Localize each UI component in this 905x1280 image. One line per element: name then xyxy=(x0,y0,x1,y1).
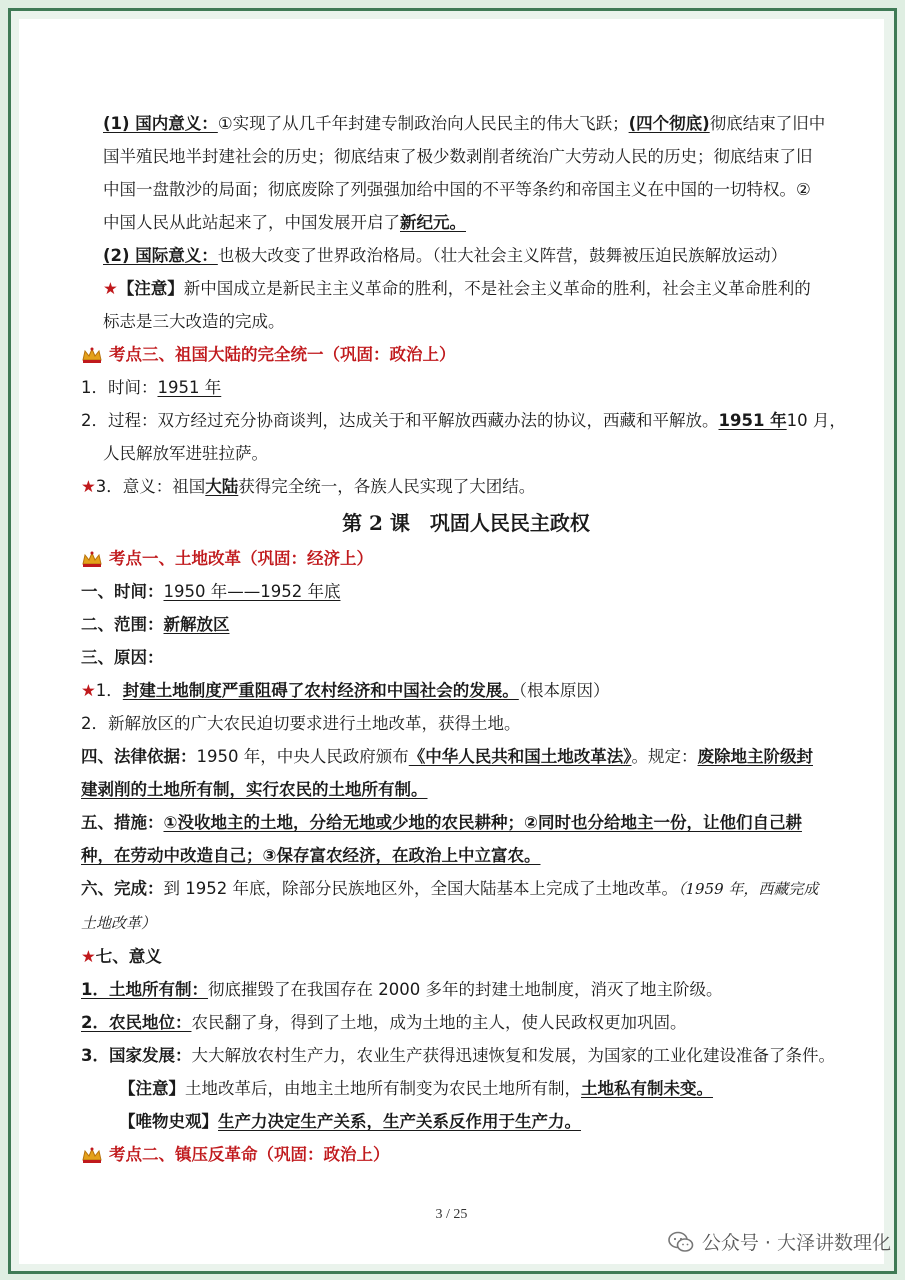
kp3-time: 1．时间：1951 年 xyxy=(81,378,222,397)
kp3-meaning: ★3．意义：祖国大陆获得完全统一，各族人民实现了大团结。 xyxy=(81,477,536,496)
international-meaning-label: (2) 国际意义： xyxy=(103,246,218,265)
kp1-meaning-2: 2．农民地位：农民翻了身，得到了土地，成为土地的主人，使人民政权更加巩固。 xyxy=(81,1013,687,1032)
note-line-1: ★【注意】新中国成立是新民主主义革命的胜利，不是社会主义革命的胜利，社会主义革命胜利的 xyxy=(103,279,811,298)
watermark xyxy=(668,1228,891,1255)
kp1-reason-2: 2．新解放区的广大农民迫切要求进行土地改革，获得土地。 xyxy=(81,714,521,733)
kp1-law-line-2: 建剥削的土地所有制，实行农民的土地所有制。 xyxy=(81,780,428,799)
exam-point-1-heading: 考点一、土地改革（巩固：经济上） xyxy=(81,542,851,575)
kp3-process-line-2: 人民解放军进驻拉萨。 xyxy=(103,444,268,463)
domestic-meaning-label: (1) 国内意义： xyxy=(103,114,218,133)
kp1-reason-label: 三、原因： xyxy=(81,648,164,667)
domestic-meaning-line-3: 中国一盘散沙的局面；彻底废除了列强强加给中国的不平等条约和帝国主义在中国的一切特权。② xyxy=(103,180,811,199)
kp1-complete-line-2: 土地改革） xyxy=(81,914,157,932)
kp1-meaning-label: ★七、意义 xyxy=(81,947,162,966)
exam-point-3-heading: 考点三、祖国大陆的完全统一（巩固：政治上） xyxy=(81,338,851,371)
crown-icon xyxy=(81,1146,103,1164)
kp1-scope: 二、范围：新解放区 xyxy=(81,615,230,634)
note-line-2: 标志是三大改造的完成。 xyxy=(103,312,285,331)
kp1-law-line-1: 四、法律依据：1950 年，中央人民政府颁布《中华人民共和国土地改革法》。规定：废除地主阶级封 xyxy=(81,747,813,766)
exam-point-2-heading: 考点二、镇压反革命（巩固：政治上） xyxy=(81,1138,851,1171)
star-icon: ★ xyxy=(81,947,96,966)
kp1-measure-line-2: 种，在劳动中改造自己；③保存富农经济，在政治上中立富农。 xyxy=(81,846,541,865)
document-page xyxy=(19,19,884,1264)
kp1-measure-line-1: 五、措施：①没收地主的土地，分给无地或少地的农民耕种；②同时也分给地主一份，让他们自己耕 xyxy=(81,813,802,832)
star-icon: ★ xyxy=(81,477,96,496)
star-icon: ★ xyxy=(81,681,96,700)
domestic-meaning-line-4: 中国人民从此站起来了，中国发展开启了新纪元。 xyxy=(103,213,466,232)
kp1-meaning-3: 3．国家发展：大大解放农村生产力，农业生产获得迅速恢复和发展，为国家的工业化建设准备了条件。 xyxy=(81,1046,835,1065)
kp1-note: 【注意】土地改革后，由地主土地所有制变为农民土地所有制，土地私有制未变。 xyxy=(119,1079,713,1098)
international-meaning: (2) 国际意义：也极大改变了世界政治格局。（壮大社会主义阵营，鼓舞被压迫民族解放运动） xyxy=(103,246,788,265)
kp1-complete-line-1: 六、完成：到 1952 年底，除部分民族地区外，全国大陆基本上完成了土地改革。（1959 年，西藏完成 xyxy=(81,879,819,898)
kp1-meaning-1: 1．土地所有制：彻底摧毁了在我国存在 2000 多年的封建土地制度，消灭了地主阶级。 xyxy=(81,980,723,999)
kp1-time: 一、时间：1950 年——1952 年底 xyxy=(81,582,341,601)
watermark-text: 公众号 · 大泽讲数理化 xyxy=(701,1232,891,1254)
domestic-meaning-line-1: (1) 国内意义：①实现了从几千年封建专制政治向人民民主的伟大飞跃；(四个彻底)彻底结束了旧中 xyxy=(103,114,826,133)
page-number: 3 / 25 xyxy=(435,1207,468,1222)
kp1-reason-1: ★1．封建土地制度严重阻碍了农村经济和中国社会的发展。（根本原因） xyxy=(81,681,610,700)
kp3-process-line-1: 2．过程：双方经过充分协商谈判，达成关于和平解放西藏办法的协议，西藏和平解放。1951 年10 月， xyxy=(81,411,846,430)
star-icon: ★ xyxy=(103,279,118,298)
crown-icon xyxy=(81,346,103,364)
crown-icon xyxy=(81,550,103,568)
document-content xyxy=(81,107,851,1171)
domestic-meaning-line-2: 国半殖民地半封建社会的历史；彻底结束了极少数剥削者统治广大劳动人民的历史；彻底结束了旧 xyxy=(103,147,813,166)
lesson-title: 第 2 课 巩固人民民主政权 xyxy=(342,511,590,535)
kp1-historical-materialism: 【唯物史观】生产力决定生产关系，生产关系反作用于生产力。 xyxy=(119,1112,581,1131)
wechat-icon xyxy=(668,1231,694,1253)
